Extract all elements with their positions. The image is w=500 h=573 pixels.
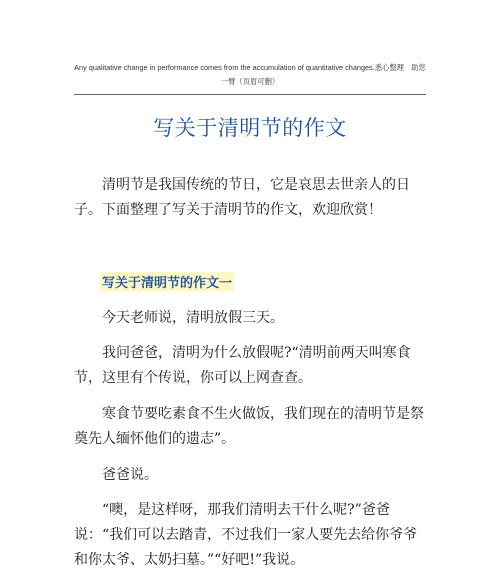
page-header: Any qualitative change in performance comes from the accumulation of quantitative changes.悉心整理 助您一臂（页眉可删） (74, 63, 426, 86)
paragraph-3: 寒食节要吃素食不生火做饭，我们现在的清明节是祭奠先人缅怀他们的遗志”。 (74, 406, 424, 447)
paragraph-5: “噢，是这样呀，那我们清明去干什么呢?”爸爸说：“我们可以去踏青，不过我们一家人要先去给你爷爷和你太爷、太奶扫墓。”“好吧!”我说。 (74, 502, 418, 568)
document-title: 写关于清明节的作文 (153, 116, 347, 140)
paragraph-2: 我问爸爸，清明为什么放假呢?“清明前两天叫寒食节，这里有个传说，你可以上网查查。 (74, 345, 411, 386)
paragraph-1: 今天老师说，清明放假三天。 (102, 310, 284, 326)
intro-paragraph: 清明节是我国传统的节日，它是哀思去世亲人的日子。下面整理了写关于清明节的作文，欢迎欣赏！ (74, 177, 410, 218)
header-divider (74, 94, 426, 95)
section-heading: 写关于清明节的作文一 (100, 272, 234, 291)
paragraph-4: 爸爸说。 (102, 467, 158, 483)
